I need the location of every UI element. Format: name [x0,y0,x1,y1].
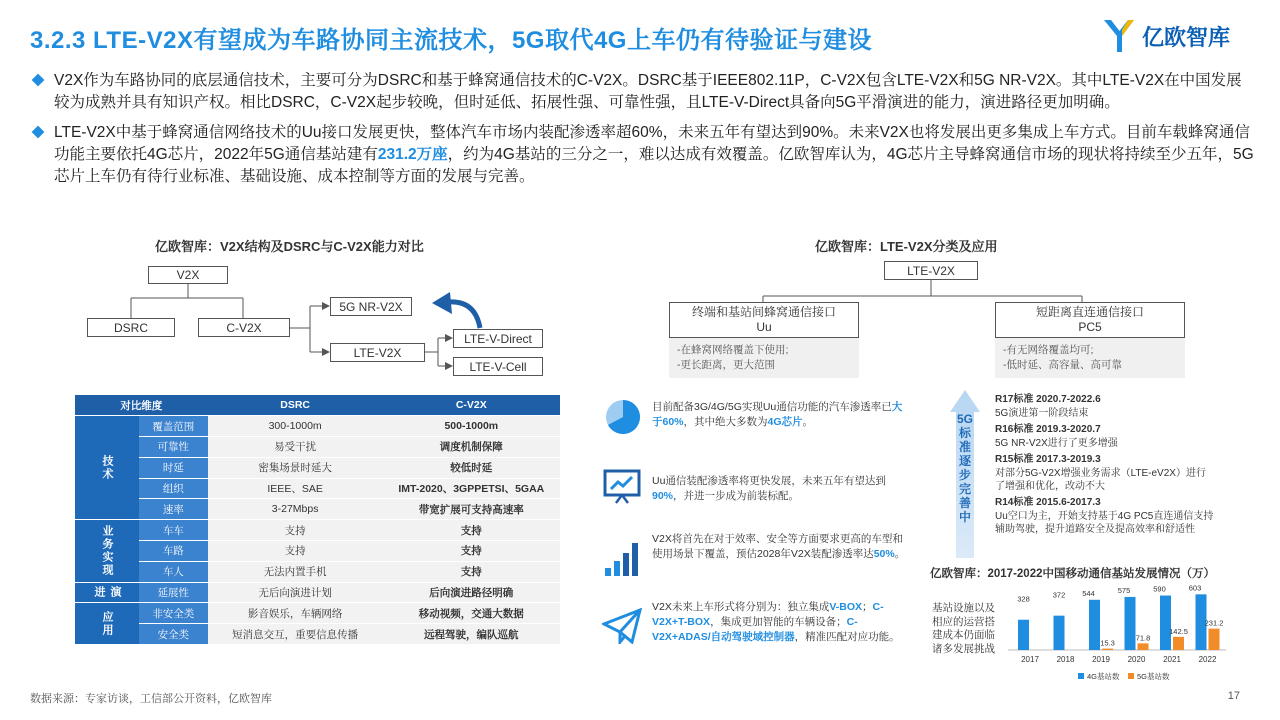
table-header: DSRC [208,395,383,416]
info-highlight: C-V2X+ADAS/自动驾驶域控制器 [652,616,858,643]
legend-label: 4G基站数 [1087,672,1120,681]
bullet-item [30,70,1255,114]
table-cell: 较低时延 [383,457,560,478]
standard-desc: 5G演进第一阶段结束 [995,407,1089,419]
x-tick-label: 2017 [1021,655,1039,664]
pie-chart-icon [604,398,642,436]
bar [1160,596,1171,650]
standard-r15 [995,453,1215,494]
table-cell: 车人 [139,561,208,582]
chart-title: 亿欧智库：2017-2022中国移动通信基站发展情况（万） [930,568,1215,580]
table-row [75,582,560,603]
chart-note: 基站设施以及相应的运营搭建成本仍面临诸多发展挑战 [932,602,995,655]
x-tick-label: 2022 [1198,655,1217,664]
bar-value-label: 71.8 [1135,633,1151,643]
table-cell: 支持 [383,541,560,562]
uu-interface-node [669,302,859,338]
table-cell: 支持 [208,520,383,541]
table-cell: 3-27Mbps [208,499,383,520]
standard-desc: Uu空口为主，开始支持基于4G PC5直连通信支持辅助驾驶，提升道路安全及提高效率和舒适性 [995,510,1214,535]
table-cell: 车路 [139,541,208,562]
bar [1054,616,1065,650]
bar-value-label: 328 [1017,594,1030,604]
uu-label: 终端和基站间蜂窝通信接口 [691,305,836,319]
brand-logo [1102,18,1230,54]
bullet-text: ，约为4G基站的三分之一，难以达成有效覆盖。亿欧智库认为，4G芯片主导蜂窝通信市场的现状将持续至少五年，5G芯片上车仍有待行业标准、基础设施、成本控制等方面的发展与完善。 [54,146,1254,185]
table-cell: 时延 [139,457,208,478]
x-tick-label: 2020 [1127,655,1146,664]
v2x-node: V2X [148,266,228,284]
base-station-chart [1008,582,1228,684]
uu-code: Uu [756,320,772,334]
info-text: V2X未来上车形式将分别为：独立集成 [652,601,830,613]
legend-swatch [1078,673,1084,679]
pc5-interface-node [995,302,1185,338]
table-row [75,499,560,520]
x-tick-label: 2018 [1056,655,1075,664]
bar-value-label: 231.2 [1204,618,1224,628]
bar [1125,597,1136,650]
dsrc-node: DSRC [87,318,175,337]
table-cell: 影音娱乐，车辆网络 [208,603,383,624]
info-growth [652,474,907,504]
standard-title: R17标准 2020.7-2022.6 [995,394,1101,405]
table-header: 对比维度 [75,395,208,416]
lte-v-direct-node: LTE-V-Direct [453,329,543,348]
table-cell: 密集场景时延大 [208,457,383,478]
page-number: 17 [1227,690,1240,702]
table-cell: 速率 [139,499,208,520]
signal-bars-icon [604,540,642,576]
table-cell: 移动视频，交通大数据 [383,603,560,624]
bar-value-label: 142.5 [1169,626,1188,636]
table-cell: 支持 [383,561,560,582]
logo-text: 亿欧智库 [1141,24,1230,50]
table-row [75,437,560,458]
logo-icon [1102,18,1136,54]
table-cell: 短消息交互，重要信息传播 [208,624,383,645]
info-highlight: C-V2X+T-BOX [652,601,884,628]
table-cell: 支持 [208,541,383,562]
table-row [75,416,560,437]
highlight-value: 231.2万座 [377,146,448,163]
bar-value-label: 575 [1117,585,1131,595]
standard-r17 [995,393,1215,420]
pc5-note: -有无网络覆盖均可; [1003,344,1094,356]
bar [1102,649,1113,650]
table-category: 技术 [75,416,139,520]
table-row [75,457,560,478]
info-highlight: 50% [873,548,895,560]
table-cell: 调度机制保障 [383,437,560,458]
standard-r14 [995,496,1215,537]
evolution-label: 5G标准逐步完善中 [956,412,973,524]
uu-notes [669,338,859,378]
table-cell: 无法内置手机 [208,561,383,582]
info-text: ，并进一步成为前装标配。 [673,490,800,502]
lte-v-cell-node: LTE-V-Cell [453,357,543,376]
bar [1173,637,1184,650]
data-source: 数据来源：专家访谈，工信部公开资料，亿欧智库 [30,693,272,705]
table-cell: 500-1000m [383,416,560,437]
table-row [75,561,560,582]
bar [1018,620,1029,650]
table-cell: 安全类 [139,624,208,645]
table-cell: 可靠性 [139,437,208,458]
table-row [75,624,560,645]
info-text: ； [862,601,873,613]
diamond-icon [32,74,45,87]
bar [1209,629,1220,650]
table-cell: 延展性 [139,582,208,603]
legend-swatch [1128,673,1134,679]
table-cell: 非安全类 [139,603,208,624]
cv2x-node: C-V2X [198,318,290,337]
table-cell: 车车 [139,520,208,541]
table-header: C-V2X [383,395,560,416]
table-cell: 远程驾驶，编队巡航 [383,624,560,645]
info-highlight: 90% [652,490,674,502]
bar-value-label: 603 [1188,583,1202,593]
standard-r16 [995,423,1215,450]
uu-note: -更长距离，更大范围 [677,359,775,371]
uu-note: -在蜂窝网络覆盖下使用; [677,344,789,356]
table-cell: 后向演进路径明确 [383,582,560,603]
pc5-code: PC5 [1078,320,1102,334]
standard-title: R16标准 2019.3-2020.7 [995,424,1101,435]
table-cell: 覆盖范围 [139,416,208,437]
right-section-title: 亿欧智库：LTE-V2X分类及应用 [815,239,998,254]
table-row [75,541,560,562]
info-text: 。 [802,416,814,428]
info-text: 。 [894,548,906,560]
info-highlight: 大于60% [652,401,903,428]
x-tick-label: 2019 [1092,655,1110,664]
lte-v2x-node: LTE-V2X [330,343,425,362]
table-category: 应用 [75,603,139,645]
comparison-table [75,395,560,645]
info-plane [652,600,902,645]
bar [1089,600,1100,650]
table-row [75,520,560,541]
bar-value-label: 15.3 [1100,638,1115,648]
standard-desc: 对部分5G-V2X增强业务需求（LTE-eV2X）进行了增强和优化，改动不大 [995,467,1206,492]
left-section-title: 亿欧智库：V2X结构及DSRC与C-V2X能力对比 [155,239,424,254]
info-highlight: V-BOX [829,601,863,613]
table-cell: 支持 [383,520,560,541]
legend-label: 5G基站数 [1137,672,1170,681]
table-cell: 300-1000m [208,416,383,437]
bullet-item [30,122,1255,188]
info-pie [652,400,907,430]
table-cell: IMT-2020、3GPPETSI、5GAA [383,478,560,499]
standard-title: R15标准 2017.3-2019.3 [995,454,1101,465]
info-text: ，集成更加智能的车辆设备； [710,616,847,628]
paper-plane-icon [602,608,642,644]
info-text: V2X将首先在对于效率、安全等方面要求更高的车型和使用场景下覆盖，预估2028年V2X装配渗透率达 [652,533,903,560]
x-tick-label: 2021 [1163,655,1181,664]
bar-value-label: 372 [1052,590,1066,600]
info-signal [652,532,907,562]
bar-value-label: 544 [1082,588,1095,598]
info-text: ，精准匹配对应功能。 [794,631,900,643]
diamond-icon [32,126,45,139]
5g-nr-v2x-node: 5G NR-V2X [330,297,412,316]
standard-title: R14标准 2015.6-2017.3 [995,497,1101,508]
info-text: ，其中绝大多数为 [683,416,768,428]
bullet-text: V2X作为车路协同的底层通信技术，主要可分为DSRC和基于蜂窝通信技术的C-V2X。DSRC基于IEEE802.11P，C-V2X包含LTE-V2X和5G NR-V2X。其中LTE-V2X在中国发展较为成熟并具有知识产权。相比DSRC，C-V2X起步较晚，但时延低、拓展性强、可靠性强，且LTE-V-Direct具备向5G平滑演进的能力，演进路径更加明确。 [54,72,1242,111]
standard-desc: 5G NR-V2X进行了更多增强 [995,437,1118,449]
presentation-growth-icon [602,468,642,504]
info-text: Uu通信装配渗透率将更快发展，未来五年有望达到 [652,475,886,487]
info-highlight: 4G芯片 [767,416,803,428]
table-cell: 带宽扩展可支持高速率 [383,499,560,520]
page-title: 3.2.3 LTE-V2X有望成为车路协同主流技术，5G取代4G上车仍有待验证与建设 [30,27,872,54]
bar-value-label: 590 [1153,584,1166,594]
info-text: 目前配备3G/4G/5G实现Uu通信功能的汽车渗透率已 [652,401,892,413]
pc5-notes [995,338,1185,378]
table-row [75,478,560,499]
pc5-note: -低时延、高容量、高可靠 [1003,359,1122,371]
table-cell: 组织 [139,478,208,499]
table-row [75,603,560,624]
table-cell: 无后向演进计划 [208,582,383,603]
bullet-text: LTE-V2X中基于蜂窝通信网络技术的Uu接口发展更快，整体汽车市场内装配渗透率超60%，未来五年有望达到90%。未来V2X也将发展出更多集成上车方式。目前车载蜂窝通信功能主要依托4G芯片，2022年5G通信基站建有 [54,124,1250,163]
table-category: 业务实现 [75,520,139,582]
table-category: 演进 [75,582,139,603]
table-cell: IEEE、SAE [208,478,383,499]
table-cell: 易受干扰 [208,437,383,458]
pc5-label: 短距离直连通信接口 [1035,305,1144,319]
lte-v2x-root-node: LTE-V2X [884,261,978,280]
bullet-list [30,70,1255,196]
bar [1138,643,1149,650]
